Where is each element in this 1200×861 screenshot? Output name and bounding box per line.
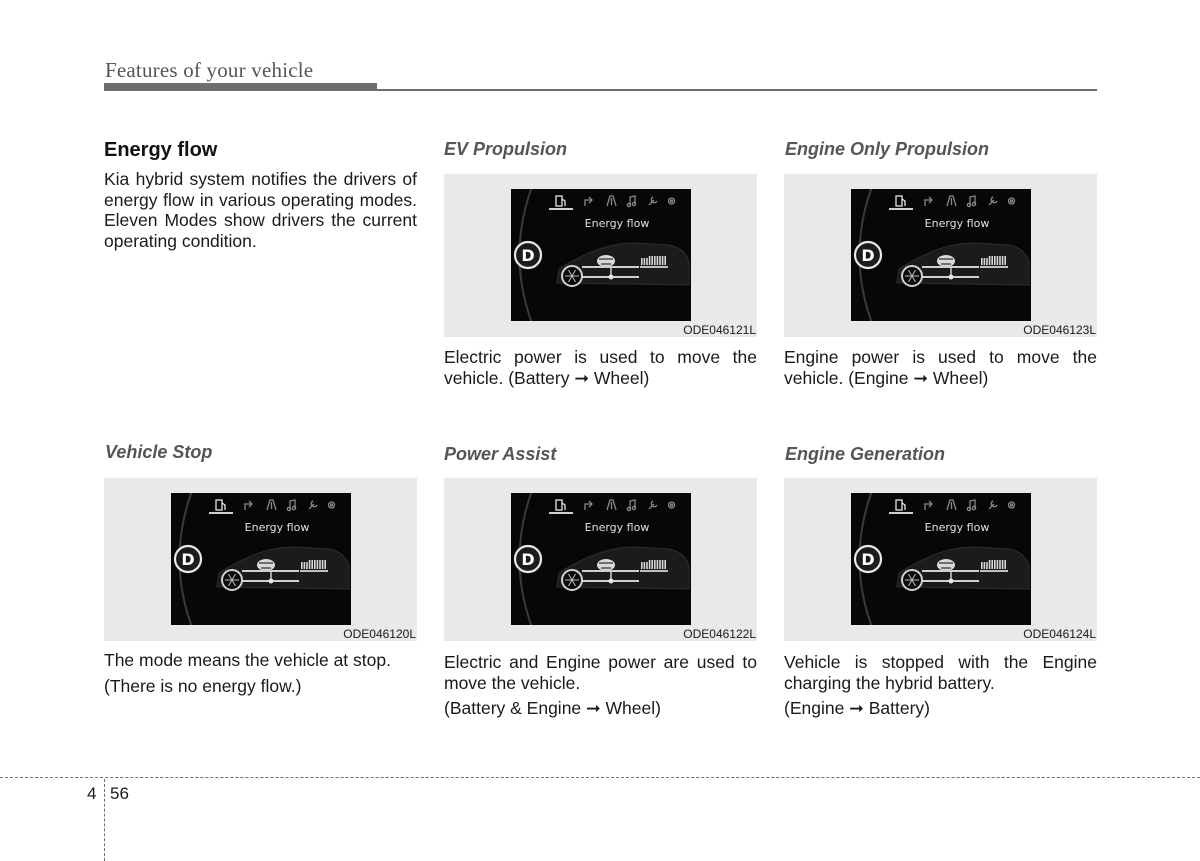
flow-node [949,275,954,280]
flow-node [269,579,274,584]
music-note-icon [287,500,295,511]
turn-arrow-icon [585,501,592,510]
engine-generation-figure [784,478,1097,641]
active-tab-indicator [549,208,573,210]
page-number: 56 [110,784,129,803]
engine-only-propulsion-caption [784,347,1097,388]
caption-line: Engine power is used to move the vehicle. (Engine ➞ Wheel) [784,347,1097,388]
cluster-display [851,189,1031,321]
music-note-icon [967,196,975,207]
ev-propulsion-heading: EV Propulsion [444,139,568,159]
cluster-display [171,493,351,625]
figure-code: ODE046121L [683,323,756,337]
flow-node [609,579,614,584]
energy-flow-screen [511,493,691,625]
wrench-icon [989,197,997,205]
turn-arrow-icon [925,501,932,510]
caption-line: Electric and Engine power are used to move the vehicle. [444,652,757,693]
engine-generation-heading: Engine Generation [785,444,946,464]
music-note-icon [967,500,975,511]
energy-flow-screen [851,189,1031,321]
screen-title: Energy flow [584,521,650,534]
cluster-display [851,493,1031,625]
fuel-pump-icon [216,500,225,510]
caption-line: Electric power is used to move the vehicle. (Battery ➞ Wheel) [444,347,757,388]
cluster-display [511,189,691,321]
fuel-pump-icon [896,196,905,206]
vehicle-stop-heading: Vehicle Stop [105,442,213,462]
wrench-icon [989,501,997,509]
road-icon [947,196,956,206]
figure-code: ODE046120L [343,627,416,641]
active-tab-indicator [209,512,233,514]
flow-node [949,579,954,584]
gear-letter: D [521,246,535,265]
power-assist-heading: Power Assist [444,444,557,464]
figure-code: ODE046122L [683,627,756,641]
gear-letter: D [181,550,195,569]
road-icon [267,500,276,510]
gear-icon [1009,198,1015,204]
ev-propulsion-figure [444,174,757,337]
section-title: Energy flow [104,139,218,161]
engine-only-propulsion-heading: Engine Only Propulsion [785,139,990,159]
header-rule-thin [104,89,1097,91]
caption-line: (There is no energy flow.) [104,675,302,696]
music-note-icon [627,196,635,207]
motor-icon [597,559,615,571]
power-assist-figure [444,478,757,641]
active-tab-indicator [889,512,913,514]
motor-icon [937,255,955,267]
music-note-icon [627,500,635,511]
gear-letter: D [861,246,875,265]
fuel-pump-icon [556,196,565,206]
gear-icon [1009,502,1015,508]
gear-icon [669,502,675,508]
power-assist-caption [444,652,757,719]
vehicle-stop-figure [104,478,417,641]
screen-title: Energy flow [924,217,990,230]
intro-paragraph: Kia hybrid system notifies the drivers of energy flow in various operating modes. Eleven Modes show drivers the current operating condition. [104,169,417,251]
footer-divider [104,779,105,861]
fuel-pump-icon [896,500,905,510]
gear-letter: D [861,550,875,569]
chapter-number: 4 [87,784,97,803]
wrench-icon [649,197,657,205]
caption-line: (Battery & Engine ➞ Wheel) [444,698,661,718]
footer-rule [0,777,1200,778]
motor-icon [937,559,955,571]
ev-propulsion-caption [444,347,757,388]
screen-title: Energy flow [244,521,310,534]
road-icon [947,500,956,510]
gear-icon [329,502,335,508]
engine-only-propulsion-figure [784,174,1097,337]
turn-arrow-icon [245,501,252,510]
engine-generation-caption [784,652,1097,719]
turn-arrow-icon [585,197,592,206]
caption-line: The mode means the vehicle at stop. [104,650,391,670]
energy-flow-screen [851,493,1031,625]
wrench-icon [649,501,657,509]
caption-line: (Engine ➞ Battery) [784,698,930,718]
motor-icon [597,255,615,267]
running-header: Features of your vehicle [105,58,314,82]
cluster-display [511,493,691,625]
wrench-icon [309,501,317,509]
figure-code: ODE046123L [1023,323,1096,337]
caption-line: Vehicle is stopped with the Engine charging the hybrid battery. [784,652,1097,693]
vehicle-stop-caption [104,650,417,696]
road-icon [607,500,616,510]
active-tab-indicator [549,512,573,514]
active-tab-indicator [889,208,913,210]
screen-title: Energy flow [924,521,990,534]
motor-icon [257,559,275,571]
energy-flow-screen [511,189,691,321]
flow-node [609,275,614,280]
road-icon [607,196,616,206]
turn-arrow-icon [925,197,932,206]
energy-flow-screen [171,493,351,625]
gear-icon [669,198,675,204]
fuel-pump-icon [556,500,565,510]
screen-title: Energy flow [584,217,650,230]
gear-letter: D [521,550,535,569]
figure-code: ODE046124L [1023,627,1096,641]
